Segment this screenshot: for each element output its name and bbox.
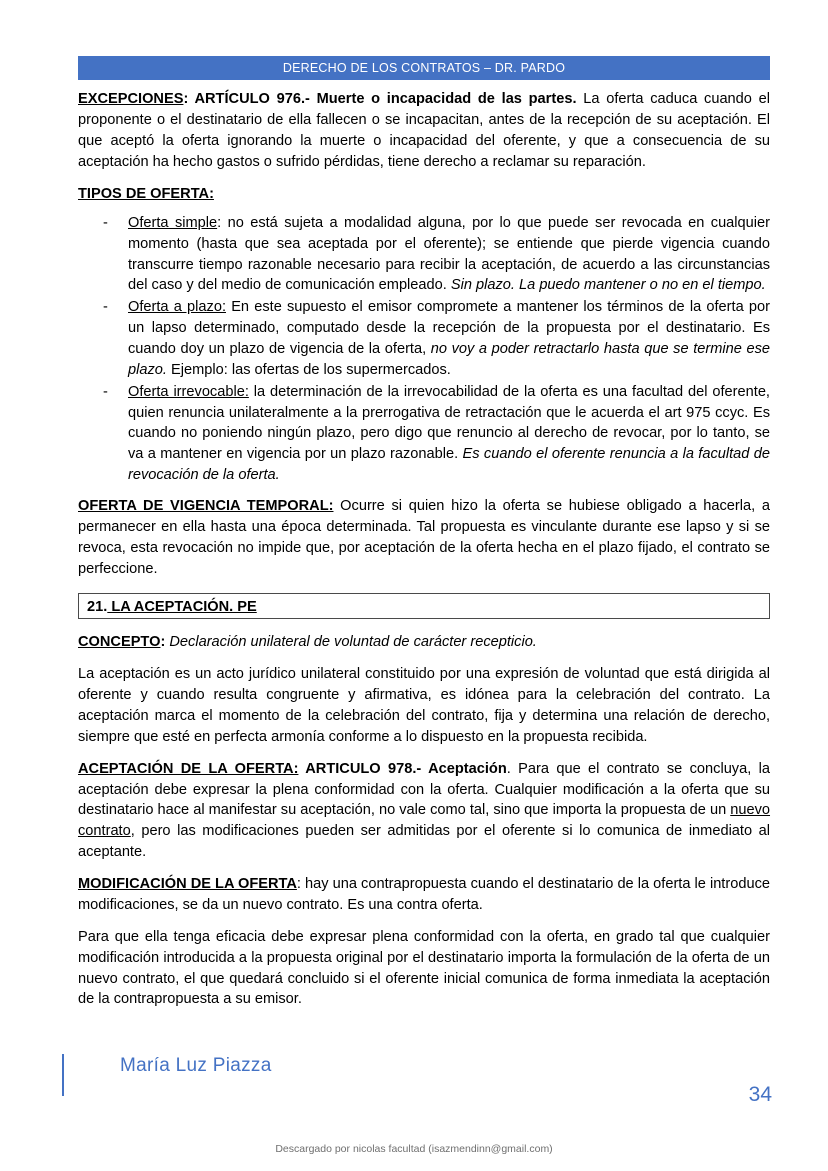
dash-marker: - <box>103 299 108 316</box>
section-title: LA ACEPTACIÓN. PE <box>107 599 257 616</box>
modificacion-text: : hay una contrapropuesta cuando el destinatario de la oferta le introduce modificaciones, se da un nuevo contrato. Es una contra oferta. <box>78 876 770 913</box>
aceptacion-oferta-article: ARTICULO 978.- Aceptación <box>298 760 507 777</box>
bullet-italic-tail: Es cuando el oferente renuncia a la facultad de revocación de la oferta. <box>128 446 770 484</box>
paragraph-concepto <box>78 632 770 653</box>
bullet-text-tail: Ejemplo: las ofertas de los supermercados. <box>166 361 451 378</box>
bullet-term: Oferta a plazo: <box>128 299 226 316</box>
page-content <box>78 56 770 1021</box>
paragraph-eficacia: Para que ella tenga eficacia debe expresar plena conformidad con la oferta, en grado tal que cualquier modificación introducida a la propuesta original por el destinatario importa la formulación de la oferta de un nuevo contrato, el que quedará concluido si el oferente inicial comunica de forma inmediata la aceptación de la contrapropuesta a su emisor. <box>78 928 770 1008</box>
page-number: 34 <box>748 1083 772 1106</box>
aceptacion-oferta-text: . Para que el contrato se concluya, la aceptación debe expresar la plena conformidad con la oferta. Cualquier modificación a la oferta que su destinatario hace al manifestar su aceptación, no vale como tal, sino que importa la propuesta de un <box>78 760 770 819</box>
section-title-box <box>78 593 770 619</box>
list-item <box>78 213 770 296</box>
aceptacion-oferta-label: ACEPTACIÓN DE LA OFERTA: <box>78 760 299 777</box>
paragraph-vigencia-temporal <box>78 496 770 579</box>
bullet-text: En este supuesto el emisor compromete a mantener los términos de la oferta por un lapso determinado, computado desde la recepción de la propuesta por el destinatario. Es cuando doy un plazo de vigencia de la oferta, <box>128 299 770 358</box>
aceptacion-oferta-tail: , pero las modificaciones pueden ser admitidas por el oferente si lo comunica de inmediato al aceptante. <box>78 823 770 861</box>
nuevo-contrato-phrase: nuevo contrato <box>78 802 771 840</box>
tipos-de-oferta-list <box>78 213 770 486</box>
excepciones-article: : ARTÍCULO 976.- Muerte o incapacidad de las partes. <box>183 91 577 107</box>
bullet-text: no está sujeta a modalidad alguna, por lo que puede ser revocada en cualquier momento (hasta que sea aceptada por el oferente); se entiende que pierde vigencia cuando transcurre tiempo razonable necesario para recibir la aceptación, de acuerdo a las circunstancias del caso y del medio de comunicación empleado. <box>128 214 770 294</box>
paragraph-aceptacion-definicion: La aceptación es un acto jurídico unilateral constituido por una expresión de voluntad que está dirigida al oferente y cuando resulta congruente y afirmativa, es idónea para la celebración del contrato. La aceptación marca el momento de la celebración del contrato, fija y determina una relación de derecho, siempre que esté en perfecta armonía conforme a lo dispuesto en la propuesta recibida. <box>78 666 770 745</box>
bullet-italic-tail: Sin plazo. La puedo mantener o no en el tiempo. <box>446 277 766 294</box>
bullet-italic-mid: no voy a poder retractarlo hasta que se termine ese plazo. <box>128 341 770 378</box>
excepciones-text: La oferta caduca cuando el proponente o el destinatario de ella fallecen o se incapacitan, antes de la recepción de su aceptación. El que aceptó la oferta ignorando la muerte o incapacidad del oferente, y que a consecuencia de su aceptación ha hecho gastos o sufrido pérdidas, tiene derecho a reclamar su reparación. <box>78 91 770 170</box>
signature-block <box>62 1052 772 1112</box>
section-number: 21. <box>87 599 108 616</box>
concepto-definition: Declaración unilateral de voluntad de carácter recepticio. <box>165 634 537 651</box>
vigencia-text: Ocurre si quien hizo la oferta se hubiese obligado a hacerla, a permanecer en ella hasta una época determinada. Tal propuesta es vinculante durante ese lapso y si se revoca, esta revocación no impide que, por aceptación de la oferta hecha en el plazo fijado, el contrato se perfeccione. <box>78 498 770 577</box>
signature-accent-rule <box>62 1054 64 1096</box>
bullet-term-tail: : <box>217 214 222 231</box>
paragraph-excepciones <box>78 89 770 172</box>
concepto-label: CONCEPTO <box>78 634 161 651</box>
paragraph-modificacion-de-la-oferta <box>78 874 770 916</box>
bullet-term: Oferta simple <box>128 214 218 231</box>
concepto-colon: : <box>160 634 166 651</box>
dash-marker: - <box>103 214 108 231</box>
dash-marker: - <box>103 383 108 400</box>
heading-tipos-de-oferta: TIPOS DE OFERTA: <box>78 186 214 203</box>
list-item <box>78 297 770 380</box>
bullet-term: Oferta irrevocable: <box>128 383 249 400</box>
bullet-text: la determinación de la irrevocabilidad de la oferta es una facultad del oferente, quien renuncia unilateralmente a la prerrogativa de retractación que le acuerda el art 975 ccyc. Es cuando no poniendo ningún plazo, pero digo que renuncio al derecho de revocar, por lo tanto, se va a mantener en vigencia por un plazo razonable. <box>128 383 770 463</box>
paragraph-aceptacion-de-la-oferta <box>78 759 770 863</box>
vigencia-label: OFERTA DE VIGENCIA TEMPORAL: <box>78 498 334 515</box>
running-header-title: DERECHO DE LOS CONTRATOS – DR. PARDO <box>282 61 566 75</box>
downloaded-by-footer: Descargado por nicolas facultad (isazmendinn@gmail.com) <box>275 1143 553 1155</box>
excepciones-label: EXCEPCIONES <box>78 91 184 107</box>
list-item <box>78 382 770 486</box>
signature-name: María Luz Piazza <box>120 1055 272 1076</box>
modificacion-label: MODIFICACIÓN DE LA OFERTA <box>78 876 297 893</box>
running-header-band <box>78 56 770 80</box>
